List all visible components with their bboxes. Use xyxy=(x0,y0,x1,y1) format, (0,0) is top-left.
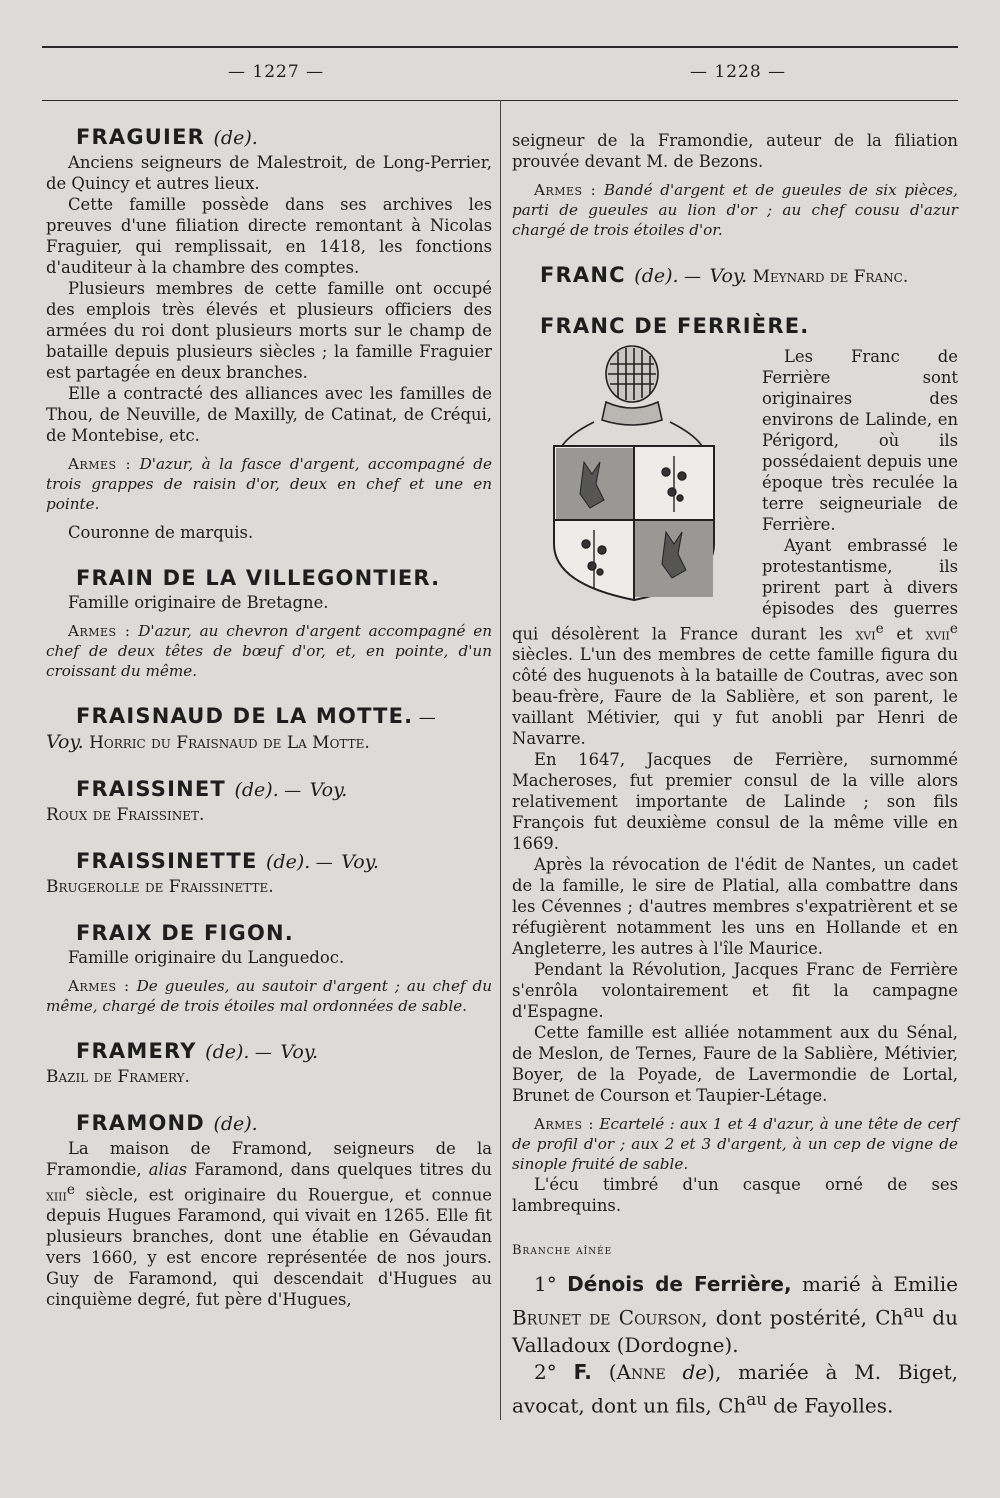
helmet-icon xyxy=(562,346,702,446)
franc-ferriere-paragraph: Après la révocation de l'édit de Nantes, un cadet de la famille, le sire de Platial, alla combattre dans les Cévennes ; d'autres membres s'expatrièrent et se réfugièrent notamment les uns en Hollande et en Angleterre, les autres à l'île Maurice. xyxy=(512,855,958,959)
fraguier-paragraph: Plusieurs membres de cette famille ont occupé des emplois très élevés et plusieurs officiers des armées du roi dont plusieurs morts sur le champ de bataille depuis plusieurs siècles ; la famille Fraguier est partagée en deux branches. xyxy=(46,279,492,382)
fraguier-paragraph: Cette famille possède dans ses archives les preuves d'une filiation directe remontant à Nicolas Fraguier, qui remplissait, en 1418, les fonctions d'auditeur à la chambre des comptes. xyxy=(46,195,492,277)
shield-icon xyxy=(554,446,714,600)
fraissinet-reference: Roux de Fraissinet. xyxy=(46,805,205,825)
framery-reference: Bazil de Framery. xyxy=(46,1067,190,1087)
entry-title-fraisnaud: FRAISNAUD DE LA MOTTE. — xyxy=(76,704,436,728)
franc-ferriere-paragraph: En 1647, Jacques de Ferrière, surnommé Macheroses, fut premier consul de la ville alors relativement importante de Lalinde ; son fils François fut deuxième consul de la même ville en 1669. xyxy=(512,750,958,854)
branch-heading: Branche aînée xyxy=(512,1243,613,1259)
fraguier-arms: Armes : D'azur, à la fasce d'argent, accompagné de trois grappes de raisin d'or, deux en chef et une en pointe. xyxy=(46,455,493,513)
fraguier-crown: Couronne de marquis. xyxy=(68,523,254,542)
frain-paragraph: Famille originaire de Bretagne. xyxy=(68,593,329,612)
franc-ferriere-paragraph: Ayant embrassé le protestantisme, ils prirent part à divers épisodes des guerres qui désolèrent la France durant les xvi$^e$ et xvii$^e$ siècles. L'un des membres de cette famille figura du côté des huguenots à la bataille de Coutras, avec son beau-frère, Faure de la Sablière, et son parent, le vaillant Métivier, qui y fut anobli par Henri de Navarre. xyxy=(512,536,958,749)
page-number-right: — 1228 — xyxy=(690,62,787,82)
entry-title-fraix: FRAIX DE FIGON. xyxy=(76,921,294,945)
entry-title-fraissinet: FRAISSINET (de). — Voy. xyxy=(76,777,348,801)
fraix-paragraph: Famille originaire du Languedoc. xyxy=(68,948,345,967)
entry-title-franc-de-ferriere: FRANC DE FERRIÈRE. xyxy=(540,314,810,338)
page-number-left: — 1227 — xyxy=(228,62,325,82)
franc-ferriere-paragraph: Les Franc de Ferrière sont originaires des environs de Lalinde, en Périgord, où ils possédaient depuis une époque très reculée la terre seigneuriale de Ferrière. xyxy=(762,347,958,534)
framond-arms: Armes : Bandé d'argent et de gueules de six pièces, parti de gueules au lion d'or ; au chef cousu d'azur chargé de trois étoiles d'or. xyxy=(512,181,958,239)
franc-ferriere-arms: Armes : Ecartelé : aux 1 et 4 d'azur, à une tête de cerf de profil d'or ; aux 2 et 3 d'argent, à un cep de vigne de sinople fruité de sable. xyxy=(512,1115,958,1174)
member-entry: 1° Dénois de Ferrière, marié à Emilie Brunet de Courson, dont postérité, $Ch^{au}$ du Valladoux (Dordogne). xyxy=(512,1272,958,1358)
fraissinette-reference: Brugerolle de Fraissinette. xyxy=(46,877,274,897)
member-entry: 2° F. (Anne de), mariée à M. Biget, avocat, dont un fils, $Ch^{au}$ de Fayolles. xyxy=(512,1360,958,1418)
entry-title-framery: FRAMERY (de). — Voy. xyxy=(76,1039,319,1063)
coat-of-arms-image xyxy=(534,344,748,602)
franc-ferriere-paragraph: Pendant la Révolution, Jacques Franc de Ferrière s'enrôla volontairement et fit la campagne d'Espagne. xyxy=(512,960,958,1022)
entry-title-fraguier: FRAGUIER (de). xyxy=(76,125,258,149)
framond-paragraph: La maison de Framond, seigneurs de la Framondie, alias Faramond, dans quelques titres du xiii$^e$ siècle, est originaire du Rouergue, et connue depuis Hugues Faramond, qui vivait en 1265. Elle fit plusieurs branches, dont une établie en Gévaudan vers 1660, y est encore représentée de nos jours. Guy de Faramond, qui descendait d'Hugues au cinquième degré, fut père d'Hugues, xyxy=(46,1139,492,1310)
top-rule xyxy=(42,46,958,48)
fraguier-paragraph: Anciens seigneurs de Malestroit, de Long-Perrier, de Quincy et autres lieux. xyxy=(46,153,492,193)
entry-title-franc: FRANC (de). — Voy. Meynard de Franc. xyxy=(540,263,909,287)
franc-ferriere-shield-note: L'écu timbré d'un casque orné de ses lambrequins. xyxy=(512,1175,958,1216)
frain-arms: Armes : D'azur, au chevron d'argent accompagné en chef de deux têtes de bœuf d'or, et, en pointe, d'un croissant du même. xyxy=(46,622,492,680)
left-column xyxy=(46,118,492,1310)
fraguier-paragraph: Elle a contracté des alliances avec les familles de Thou, de Neuville, de Maxilly, de Catinat, de Créqui, de Montebise, etc. xyxy=(46,384,492,445)
franc-ferriere-paragraph: Cette famille est alliée notamment aux du Sénal, de Meslon, de Ternes, Faure de la Sablière, Métivier, Boyer, de la Poyade, de Lavermondie de Lortal, Brunet de Courson et Taupier-Létage. xyxy=(512,1023,958,1106)
entry-title-frain: FRAIN DE LA VILLEGONTIER. xyxy=(76,566,441,590)
entry-title-fraissinette: FRAISSINETTE (de). — Voy. xyxy=(76,849,379,873)
column-separator xyxy=(500,100,501,1420)
right-column xyxy=(512,130,958,1420)
entry-title-framond: FRAMOND (de). xyxy=(76,1111,258,1135)
fraix-arms: Armes : De gueules, au sautoir d'argent ; au chef du même, chargé de trois étoiles mal ordonnées de sable. xyxy=(46,977,493,1015)
fraisnaud-reference: Voy. Horric du Fraisnaud de La Motte. xyxy=(46,731,370,753)
framond-continuation: seigneur de la Framondie, auteur de la filiation prouvée devant M. de Bezons. xyxy=(512,131,958,171)
